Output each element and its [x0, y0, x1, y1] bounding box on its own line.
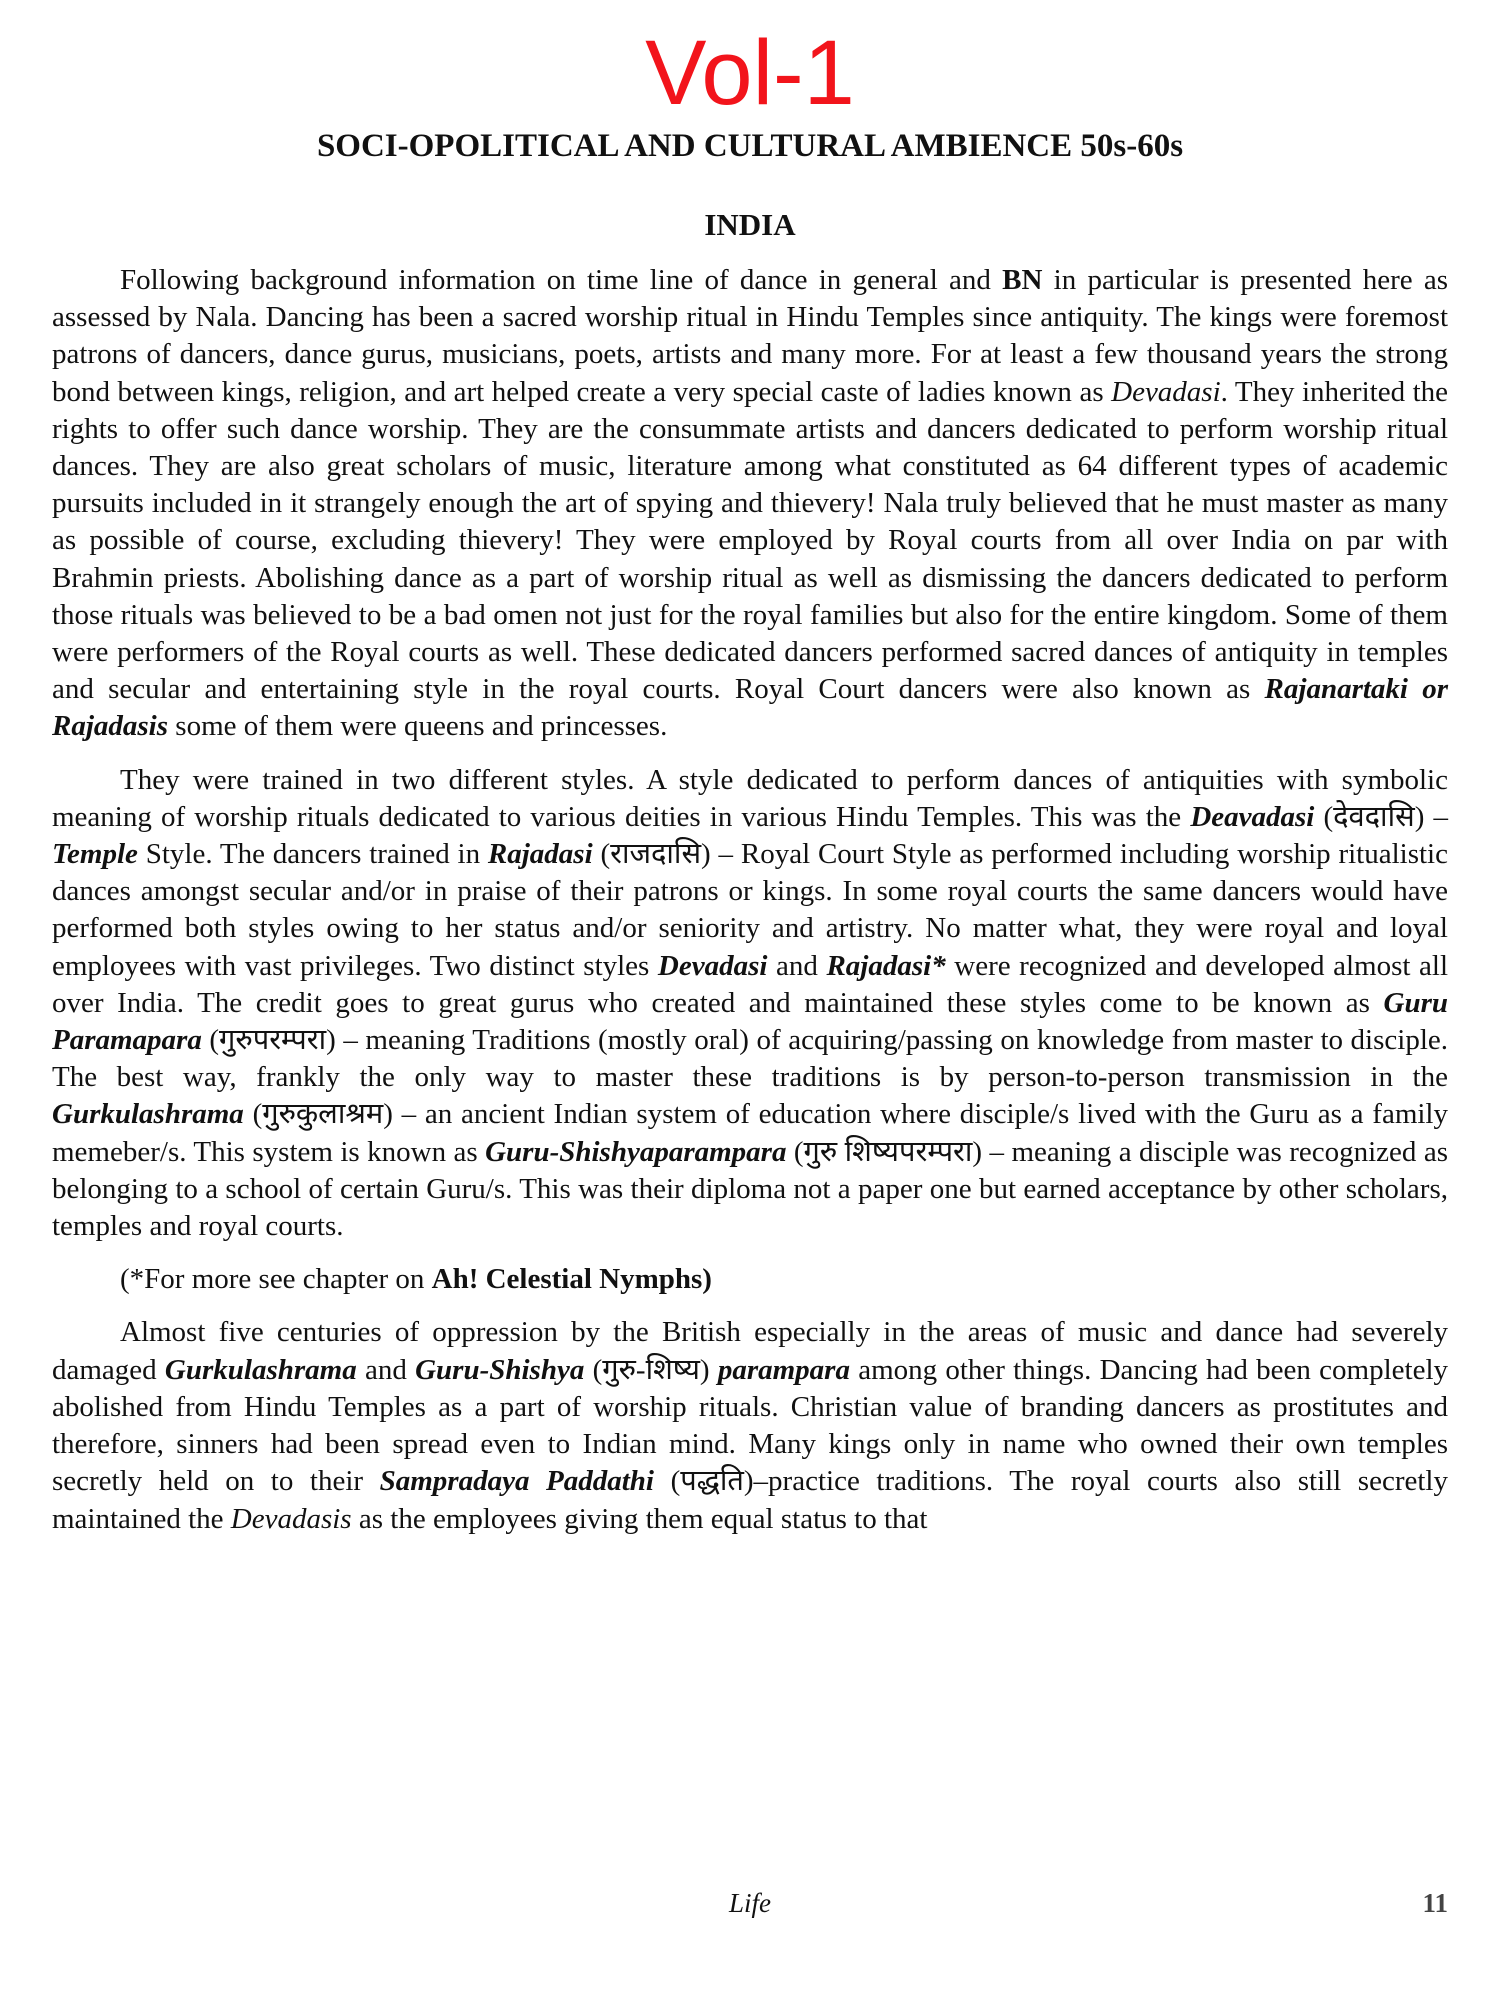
volume-label: Vol-1	[645, 22, 855, 124]
text-run: among other things. Dancing had been completely abolished from Hindu Temples as a part of worship rituals. Christian value of branding dancers as prostitutes and therefore, sinners had been spread even to Indian mind. Many kings only in name who owned their own temples secretly held on to their	[52, 1353, 1448, 1498]
emphasis-text: Deavadasi	[1190, 800, 1315, 833]
text-run: Style. The dancers trained in	[137, 838, 488, 871]
emphasis-text: Ah! Celestial Nymphs)	[431, 1263, 712, 1296]
text-run: (राजदासि) – Royal Court Style as performed including worship ritualistic dances amongst secular and/or in praise of their patrons or kings. In some royal courts the same dancers would have performed both styles owing to her status and/or seniority and artistry. No matter what, they were royal and loyal employees with vast privileges. Two distinct styles	[52, 838, 1448, 982]
text-run: and	[356, 1353, 416, 1386]
emphasis-text: Sampradaya Paddathi	[379, 1465, 654, 1498]
text-run: in particular is presented here as assessed by Nala. Dancing has been a sacred worship ritual in Hindu Temples since antiquity. The kings were foremost patrons of dancers, dance gurus, musicians, poets, artists and many more. For at least a few thousand years the strong bond between kings, religion, and art helped create a very special caste of ladies known as	[52, 264, 1448, 408]
text-run: (गुरुपरम्परा) – meaning Traditions (mostly oral) of acquiring/passing on knowledge from master to disciple. The best way, frankly the only way to master these traditions is by person-to-person transmission in the	[52, 1024, 1448, 1094]
emphasis-text: Devadasis	[230, 1502, 352, 1535]
text-run: They were trained in two different styles. A style dedicated to perform dances of antiquities with symbolic meaning of worship rituals dedicated to various deities in various Hindu Temples. This was the	[52, 763, 1448, 833]
emphasis-text: Rajanartaki or Rajadasis	[52, 673, 1448, 743]
chapter-note	[52, 1261, 1448, 1298]
text-run: (गुरु शिष्यपरम्परा) – meaning a disciple was recognized as belonging to a school of certain Guru/s. This was their diploma not a paper one but earned acceptance by other scholars, temples and royal courts.	[52, 1135, 1448, 1243]
emphasis-text: Devadasi	[1111, 375, 1221, 408]
text-run: Following background information on time line of dance in general and	[120, 264, 1003, 296]
text-run: some of them were queens and princesses.	[168, 710, 668, 743]
section-heading: INDIA	[704, 207, 796, 242]
text-run: (गुरुकुलाश्रम) – an ancient Indian system of education where disciple/s lived with the Guru as a family memeber/s. This system is known as	[52, 1098, 1448, 1168]
emphasis-text: Guru-Shishyaparampara	[485, 1135, 787, 1168]
text-run: (पद्धति)–practice traditions. The royal courts also still secretly maintained the	[52, 1465, 1448, 1535]
emphasis-text: Devadasi	[657, 949, 768, 982]
emphasis-text: Rajadasi	[487, 838, 593, 871]
document-page	[52, 0, 1448, 2000]
emphasis-text: BN	[1002, 264, 1043, 296]
paragraph-3	[52, 1314, 1448, 1537]
page-title: SOCI-OPOLITICAL AND CULTURAL AMBIENCE 50s-60s	[316, 128, 1184, 164]
emphasis-text: Gurkulashrama	[52, 1098, 244, 1131]
text-run: (देवदासि) –	[1314, 800, 1448, 833]
text-run: as the employees giving them equal status to that	[351, 1502, 928, 1535]
paragraph-2	[52, 762, 1448, 1246]
emphasis-text: parampara	[717, 1353, 850, 1386]
text-run: were recognized and developed almost all over India. The credit goes to great gurus who created and maintained these styles come to be known as	[52, 949, 1448, 1019]
emphasis-text: Guru-Shishya	[415, 1353, 585, 1386]
text-run: Almost five centuries of oppression by the British especially in the areas of music and dance had severely damaged	[52, 1316, 1448, 1386]
emphasis-text: Rajadasi*	[826, 949, 946, 982]
body-text	[52, 262, 1448, 1554]
text-run: (*For more see chapter on	[120, 1263, 432, 1296]
emphasis-text: Guru Paramapara	[52, 986, 1448, 1057]
emphasis-text: Gurkulashrama	[164, 1353, 357, 1386]
text-run: and	[767, 949, 827, 982]
emphasis-text: Temple	[52, 838, 138, 871]
text-run: (गुरु-शिष्य)	[584, 1353, 718, 1386]
text-run: . They inherited the rights to offer such dance worship. They are the consummate artists and dancers dedicated to perform worship ritual dances. They are also great scholars of music, literature among what constituted as 64 different types of academic pursuits included in it strangely enough the art of spying and thievery! Nala truly believed that he must master as many as possible of course, excluding thievery! They were employed by Royal courts from all over India on par with Brahmin priests. Abolishing dance as a part of worship ritual as well as dismissing the dancers dedicated to perform those rituals was believed to be a bad omen not just for the royal families but also for the entire kingdom. Some of them were performers of the Royal courts as well. These dedicated dancers performed sacred dances of antiquity in temples and secular and entertaining style in the royal courts. Royal Court dancers were also known as	[52, 375, 1449, 706]
paragraph-1	[52, 262, 1448, 746]
page-number: 11	[1422, 1888, 1448, 1918]
footer-label: Life	[728, 1888, 771, 1918]
